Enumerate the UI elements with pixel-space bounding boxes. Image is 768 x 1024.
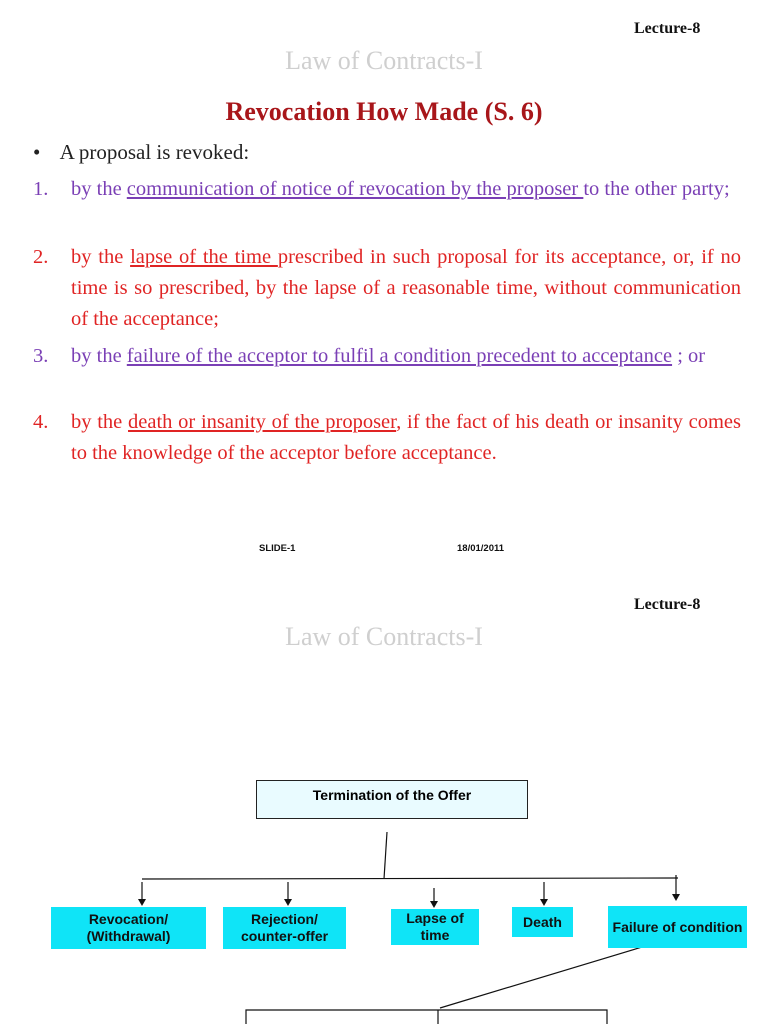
item-number: 4. xyxy=(33,411,49,433)
intro-text: A proposal is revoked: xyxy=(59,140,250,164)
item-pre: by the xyxy=(71,345,127,367)
footer-date: 18/01/2011 xyxy=(457,543,505,554)
horizontal-connector xyxy=(142,878,678,879)
item-pre: by the xyxy=(71,246,131,268)
item-post: , if the fact of his death or insanity comes to the knowledge of the acceptor before acceptance. xyxy=(71,411,741,464)
item-pre: by the xyxy=(71,411,129,433)
course-title: Law of Contracts-I xyxy=(285,46,483,75)
item-post: ; or xyxy=(672,345,706,367)
list-item xyxy=(71,407,741,469)
footer-slide-number: SLIDE-1 xyxy=(259,543,296,554)
lecture-label: Lecture-8 xyxy=(634,596,701,613)
intro-line xyxy=(33,140,249,165)
bullet-icon: • xyxy=(33,140,41,164)
list-item xyxy=(71,341,741,372)
list-item xyxy=(71,174,741,205)
arrow-head-icon xyxy=(138,899,146,906)
lecture-label: Lecture-8 xyxy=(634,20,701,37)
item-number: 3. xyxy=(33,345,49,367)
item-underlined: death or insanity of the proposer xyxy=(128,411,397,433)
list-item xyxy=(71,242,741,335)
slide-title: Revocation How Made (S. 6) xyxy=(225,97,543,126)
item-underlined: lapse of the time xyxy=(130,246,278,268)
item-pre: by the xyxy=(71,178,127,200)
item-post: to the other party; xyxy=(583,178,730,200)
arrow-head-icon xyxy=(284,899,292,906)
arrow-head-icon xyxy=(672,894,680,901)
node-death: Death xyxy=(512,907,573,937)
item-number: 2. xyxy=(33,246,49,268)
root-connector xyxy=(384,832,387,879)
node-revocation: Revocation/ (Withdrawal) xyxy=(51,907,206,949)
arrow-head-icon xyxy=(540,899,548,906)
item-underlined: communication of notice of revocation by the proposer xyxy=(126,178,584,200)
node-failure: Failure of condition xyxy=(608,906,747,948)
item-post: prescribed in such proposal for its acceptance, or, if no time is so prescribed, by the lapse of a reasonable time, without communication of the acceptance; xyxy=(71,246,741,330)
root-node: Termination of the Offer xyxy=(256,780,528,819)
branch-connector xyxy=(440,938,672,1008)
item-number: 1. xyxy=(33,178,49,200)
arrow-head-icon xyxy=(430,901,438,908)
item-underlined: failure of the acceptor to fulfil a condition precedent to acceptance xyxy=(126,345,673,367)
lower-box-outline xyxy=(246,1010,607,1024)
node-rejection: Rejection/ counter-offer xyxy=(223,907,346,949)
node-lapse: Lapse of time xyxy=(391,909,479,945)
course-title: Law of Contracts-I xyxy=(285,622,483,651)
